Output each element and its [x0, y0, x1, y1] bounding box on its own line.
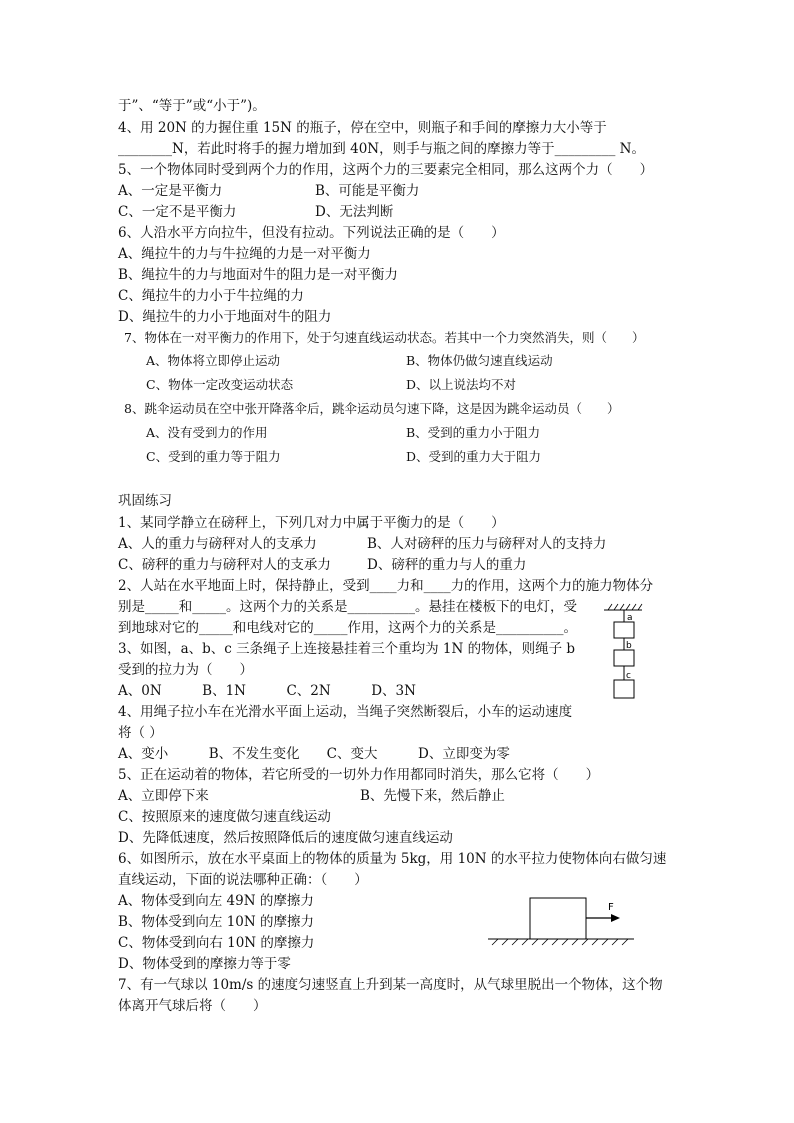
option-d: D、物体受到的摩擦力等于零 [118, 956, 291, 972]
option-a: A、人的重力与磅秤对人的支承力 [118, 536, 317, 552]
question-3-line2: 受到的拉力为（ ） [118, 662, 253, 678]
option-c: C、物体一定改变运动状态 [146, 377, 294, 392]
option-a: A、物体受到向左 49N 的摩擦力 [118, 893, 314, 909]
question-7-line1: 7、有一气球以 10m/s 的速度匀速竖直上升到某一高度时，从气球里脱出一个物体，这个物 [118, 977, 663, 993]
option-d: D、绳拉牛的力小于地面对牛的阻力 [118, 309, 332, 325]
option-b: B、人对磅秤的压力与磅秤对人的支持力 [367, 536, 607, 552]
option-d: D、先降低速度，然后按照降低后的速度做匀速直线运动 [118, 830, 453, 846]
option-c: C、受到的重力等于阻力 [146, 449, 281, 464]
option-b: B、可能是平衡力 [315, 183, 420, 199]
question-2-line3: 到地球对它的_____和电线对它的_____作用，这两个力的关系是__________。 [118, 620, 577, 636]
option-c: C、物体受到向右 10N 的摩擦力 [118, 935, 315, 951]
option-d: D、无法判断 [315, 204, 394, 220]
option-b: B、受到的重力小于阻力 [406, 425, 541, 440]
option-b: B、物体受到向左 10N 的摩擦力 [118, 914, 314, 930]
block-on-table-figure [484, 890, 644, 948]
question-5: 5、正在运动着的物体，若它所受的一切外力作用都同时消失，那么它将（ ） [118, 767, 600, 783]
question-2-line2: 别是_____和_____。这两个力的关系是__________。悬挂在楼板下的电灯，受 [118, 599, 577, 615]
question-6: 6、人沿水平方向拉牛，但没有拉动。下列说法正确的是（ ） [118, 225, 505, 241]
question-4-line1: 4、用绳子拉小车在光滑水平面上运动，当绳子突然断裂后，小车的运动速度 [118, 704, 573, 720]
option-c: C、按照原来的速度做匀速直线运动 [118, 809, 331, 825]
question-7-line2: 体离开气球后将（ ） [118, 998, 267, 1014]
option-a: A、绳拉牛的力与牛拉绳的力是一对平衡力 [118, 246, 371, 262]
option-c: C、一定不是平衡力 [118, 204, 237, 220]
question-4-line2: 将（ ） [118, 725, 163, 741]
question-5: 5、一个物体同时受到两个力的作用，这两个力的三要素完全相同，那么这两个力（ ） [118, 162, 654, 178]
question-4-options: A、变小 B、不发生变化 C、变大 D、立即变为零 [118, 746, 510, 762]
arrow-icon [611, 914, 620, 922]
option-d: D、磅秤的重力与人的重力 [367, 557, 527, 573]
option-a: A、没有受到力的作用 [146, 425, 268, 440]
option-b: B、先慢下来，然后静止 [360, 788, 505, 804]
question-2-line1: 2、人站在水平地面上时，保持静止，受到____力和____力的作用，这两个力的施力物体分 [118, 578, 654, 594]
question-1: 1、某同学静立在磅秤上，下列几对力中属于平衡力的是（ ） [118, 515, 505, 531]
option-a: A、物体将立即停止运动 [146, 353, 281, 368]
hanging-blocks-figure [598, 600, 648, 710]
option-a: A、一定是平衡力 [118, 183, 223, 199]
question-7: 7、物体在一对平衡力的作用下，处于匀速直线运动状态。若其中一个力突然消失，则（ ） [124, 330, 645, 345]
question-3-options: A、0N B、1N C、2N D、3N [118, 683, 416, 699]
option-c: C、绳拉牛的力小于牛拉绳的力 [118, 288, 304, 304]
question-8: 8、跳伞运动员在空中张开降落伞后，跳伞运动员匀速下降，这是因为跳伞运动员（ ） [124, 401, 620, 416]
option-b: B、物体仍做匀速直线运动 [406, 353, 553, 368]
question-6-line1: 6、如图所示，放在水平桌面上的物体的质量为 5kg，用 10N 的水平拉力使物体向右做匀速 [118, 851, 667, 867]
force-label: F [608, 902, 614, 913]
option-d: D、以上说法均不对 [406, 377, 517, 392]
label-c: c [626, 671, 631, 681]
option-c: C、磅秤的重力与磅秤对人的支承力 [118, 557, 331, 573]
option-b: B、绳拉牛的力与地面对牛的阻力是一对平衡力 [118, 267, 398, 283]
question-6-line2: 直线运动，下面的说法哪种正确：（ ） [118, 872, 368, 888]
question-3-line1: 3、如图，a、b、c 三条绳子上连接悬挂着三个重均为 1N 的物体，则绳子 b [118, 641, 576, 657]
label-b: b [626, 641, 632, 651]
label-a: a [627, 613, 633, 623]
question-4-line1: 4、用 20N 的力握住重 15N 的瓶子，停在空中，则瓶子和手间的摩擦力大小等于 [118, 120, 607, 136]
question-4-line2: ________N，若此时将手的握力增加到 40N，则手与瓶之间的摩擦力等于_________ N。 [118, 141, 645, 157]
section-heading: 巩固练习 [118, 493, 172, 509]
option-d: D、受到的重力大于阻力 [406, 449, 542, 464]
option-a: A、立即停下来 [118, 788, 209, 804]
text-line: 于”、“等于”或“小于”)。 [118, 98, 266, 114]
